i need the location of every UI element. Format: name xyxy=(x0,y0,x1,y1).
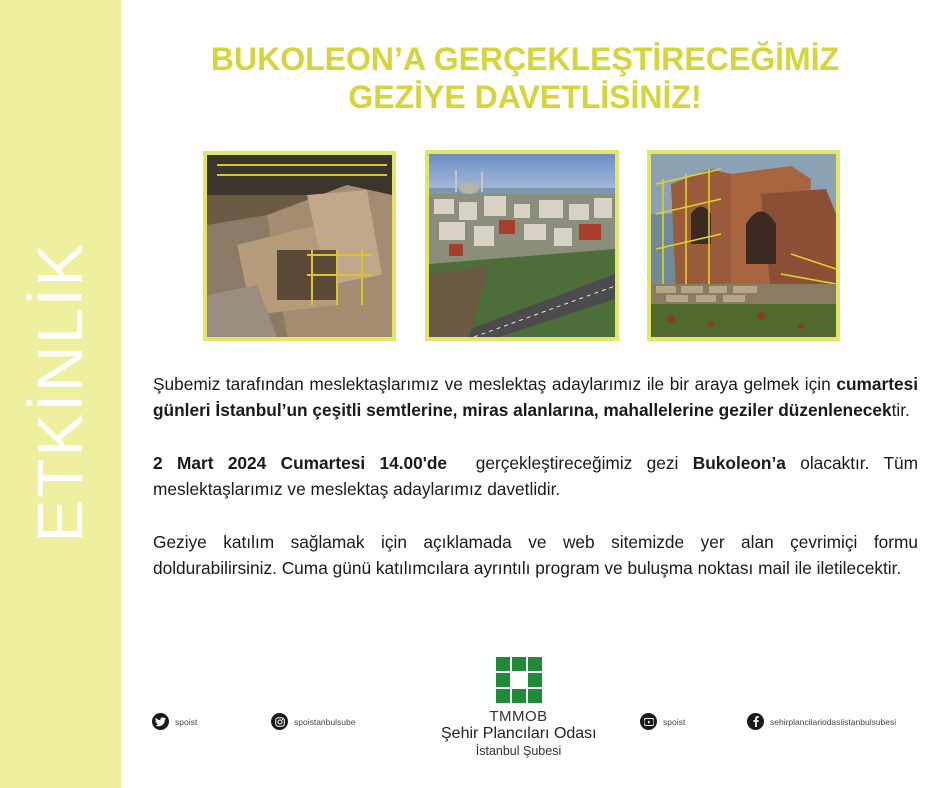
paragraph-date xyxy=(153,450,918,502)
event-label: ETKİNLİK xyxy=(24,241,96,543)
intro-highlight: cumartesi günleri İstanbul’un çeşitli semtlerine, miras alanlarına, mahallelerine geziler düzenlenecek xyxy=(153,374,918,420)
logo-mark-icon xyxy=(496,657,542,703)
logo-org: TMMOB xyxy=(489,708,548,725)
date-text: gerçekleştireceğimiz gezi xyxy=(447,453,693,473)
intro-text: Şubemiz tarafından meslektaşlarımız ve meslektaş adaylarımız ile bir araya gelmek için xyxy=(153,374,837,394)
destination: Bukoleon’a xyxy=(692,453,786,473)
tmmob-logo xyxy=(441,657,596,759)
logo-branch: İstanbul Şubesi xyxy=(475,744,562,758)
date-suffix: olacaktır. Tüm meslektaşlarımız ve meslektaş adaylarımız davetlidir. xyxy=(153,453,919,499)
sidebar-band xyxy=(0,0,121,788)
title-line-2: GEZİYE DAVETLİSİNİZ! xyxy=(348,79,702,115)
paragraph-registration: Geziye katılım sağlamak için açıklamada ve web sitemizde yer alan çevrimiçi formu doldurabilirsiniz. Cuma günü katılımcılara ayrıntılı program ve buluşma noktası mail ile iletilecektir. xyxy=(153,532,918,578)
twitter-icon xyxy=(152,713,169,730)
intro-suffix: tir. xyxy=(891,400,910,420)
youtube-handle: spoist xyxy=(663,716,686,727)
instagram-handle: spoistanbulsube xyxy=(294,716,356,727)
title-line-1: BUKOLEON’A GERÇEKLEŞTİRECEĞİMİZ xyxy=(210,41,840,77)
page-title xyxy=(130,40,920,116)
facebook-handle: sehirplancilariodasiistanbulsubesi xyxy=(770,716,897,727)
facebook-link[interactable] xyxy=(747,713,896,730)
bukoleon-ruins-photo xyxy=(647,150,840,341)
logo-name: Şehir Plancıları Odası xyxy=(441,725,597,742)
twitter-link[interactable] xyxy=(152,713,197,730)
paragraph-intro xyxy=(153,371,918,423)
excavation-photo xyxy=(203,151,396,341)
event-date: 2 Mart 2024 Cumartesi 14.00'de xyxy=(153,453,448,473)
youtube-link[interactable] xyxy=(640,713,685,730)
youtube-icon xyxy=(640,713,657,730)
body-text xyxy=(153,371,918,608)
facebook-icon xyxy=(747,713,764,730)
istanbul-city-photo xyxy=(425,150,619,341)
instagram-icon xyxy=(271,713,288,730)
instagram-link[interactable] xyxy=(271,713,355,730)
twitter-handle: spoist xyxy=(175,716,198,727)
